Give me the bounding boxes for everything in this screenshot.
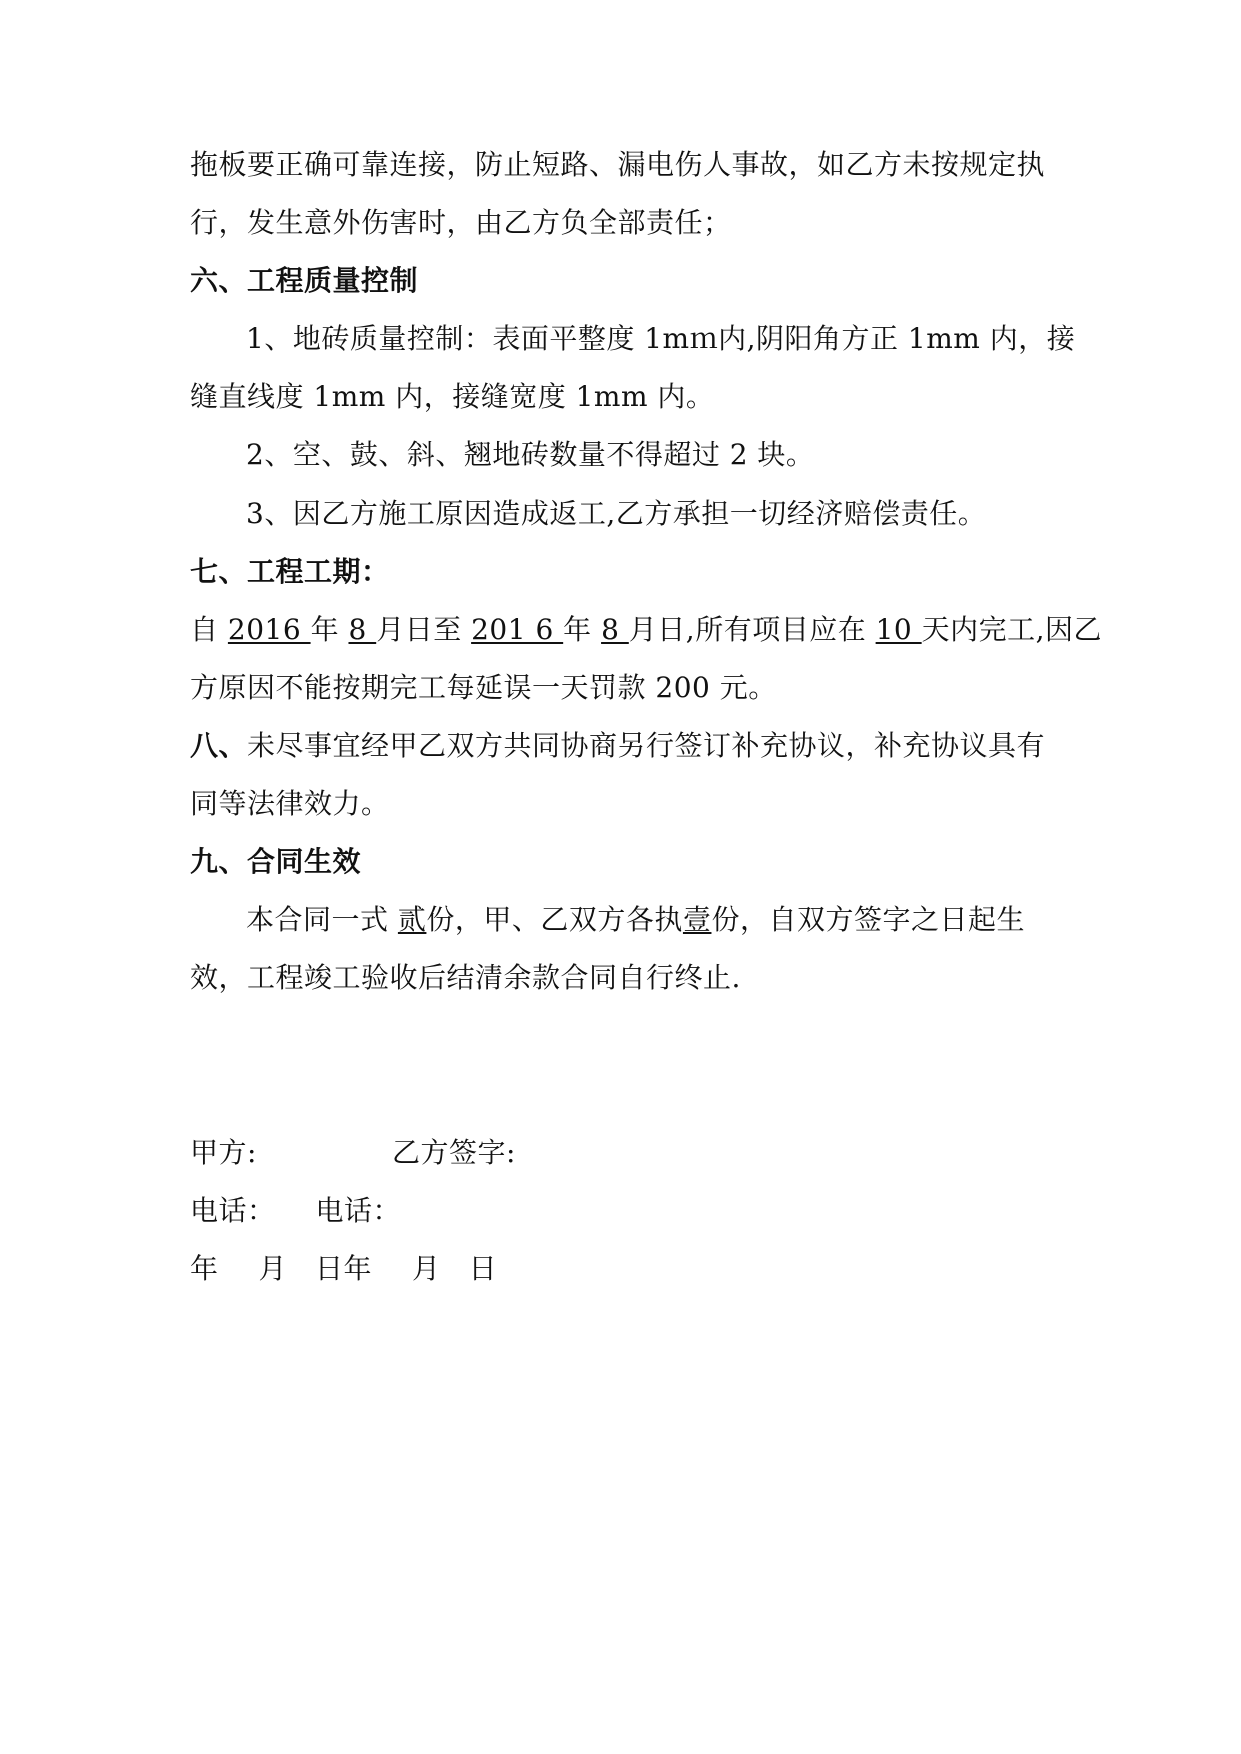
year-text-2: 年 [563, 613, 602, 646]
contract-text-3: 份，自双方签字之日起生 [711, 903, 1025, 936]
signature-parties-line [190, 1135, 1070, 1171]
date-month-b: 月 [412, 1252, 441, 1285]
party-b-label: 乙方签字: [391, 1136, 516, 1169]
section9-line2: 效，工程竣工验收后结清余款合同自行终止. [190, 961, 741, 994]
party-a-label: 甲方: [190, 1136, 257, 1169]
period-tail-text: 天内完工,因乙 [921, 613, 1103, 646]
section9-line1 [246, 902, 1070, 938]
contract-text-1: 本合同一式 [246, 903, 398, 936]
year-text-1: 年 [310, 613, 349, 646]
completion-days: 10 [875, 613, 922, 646]
section8-line1 [190, 728, 1070, 764]
section8-line2: 同等法律效力。 [190, 787, 390, 820]
end-year: 201 6 [471, 613, 564, 646]
contract-text-2: 份，甲、乙双方各执 [426, 903, 683, 936]
section7-line2: 方原因不能按期完工每延误一天罚款 200 元。 [190, 671, 777, 704]
date-month-a: 月 [258, 1252, 288, 1285]
section6-item2: 2、空、鼓、斜、翘地砖数量不得超过 2 块。 [246, 438, 815, 471]
copies-each: 壹 [682, 903, 712, 936]
section8-text: 未尽事宜经甲乙双方共同协商另行签订补充协议，补充协议具有 [247, 729, 1046, 762]
section9-heading: 九、合同生效 [190, 845, 362, 878]
signature-phone-line [190, 1193, 1070, 1229]
start-month: 8 [348, 613, 377, 646]
section7-line1 [190, 612, 1103, 648]
section5-tail-line1: 拖板要正确可靠连接，防止短路、漏电伤人事故，如乙方未按规定执 [190, 148, 1046, 181]
start-year: 2016 [227, 613, 311, 646]
section5-tail-line2: 行，发生意外伤害时，由乙方负全部责任； [190, 206, 732, 239]
section7-heading: 七、工程工期： [190, 555, 390, 588]
period-after-text: 月日,所有项目应在 [628, 613, 876, 646]
date-day-year: 日年 [315, 1252, 373, 1285]
period-mid-text: 月日至 [376, 613, 472, 646]
section6-item1-line2: 缝直线度 1mm 内，接缝宽度 1mm 内。 [190, 380, 715, 413]
phone-b-label: 电话： [315, 1194, 402, 1227]
section8-label: 八、 [190, 729, 248, 762]
date-year-a: 年 [190, 1252, 219, 1285]
section6-item1-line1: 1、地砖质量控制：表面平整度 1mｍ内,阴阳角方正 1mm 内，接 [246, 322, 1076, 355]
copies-count: 贰 [397, 903, 427, 936]
period-from-text: 自 [190, 613, 228, 646]
end-month: 8 [601, 613, 629, 646]
section6-heading: 六、工程质量控制 [190, 264, 419, 297]
phone-a-label: 电话： [190, 1194, 276, 1227]
signature-date-line [190, 1251, 1070, 1287]
section6-item3: 3、因乙方施工原因造成返工,乙方承担一切经济赔偿责任。 [246, 497, 987, 530]
date-day-b: 日 [468, 1252, 498, 1285]
